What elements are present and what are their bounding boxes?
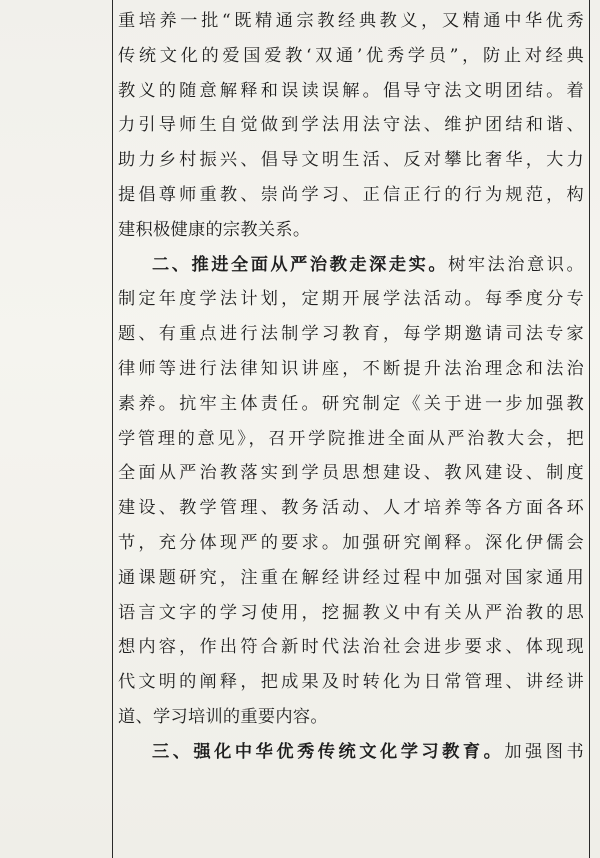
body-text: 建积极健康的宗教关系。	[118, 219, 311, 240]
text-line	[118, 143, 584, 178]
table-border-right	[589, 0, 590, 858]
body-text: 语言文字的学习使用，挖掘教义中有关从严治教的思	[118, 602, 584, 623]
body-text: 素养。抗牢主体责任。研究制定《关于进一步加强教	[118, 393, 584, 414]
text-line	[118, 630, 584, 665]
text-line	[118, 526, 584, 561]
body-text: 节，充分体现严的要求。加强研究阐释。深化伊儒会	[118, 532, 584, 553]
section-heading-line	[118, 248, 584, 283]
body-text: 想内容，作出符合新时代法治社会进步要求、体现现	[118, 637, 584, 658]
body-text: 提倡尊师重教、崇尚学习、正信正行的行为规范，构	[118, 184, 584, 205]
text-line	[118, 387, 584, 422]
bold-heading-text: 二、推进全面从严治教走深走实。	[152, 254, 449, 275]
body-text: 树牢法治意识。	[448, 254, 584, 275]
body-text: 建设、教学管理、教务活动、人才培养等各方面各环	[118, 498, 584, 519]
document-body	[118, 4, 584, 770]
text-line	[118, 74, 584, 109]
text-line	[118, 39, 584, 74]
text-line	[118, 282, 584, 317]
text-line	[118, 422, 584, 457]
text-line	[118, 213, 584, 248]
body-text: 题、有重点进行法制学习教育，每学期邀请司法专家	[118, 324, 584, 345]
body-text: 加强图书	[504, 741, 584, 762]
body-text: 律师等进行法律知识讲座，不断提升法治理念和法治	[118, 358, 584, 379]
text-line	[118, 178, 584, 213]
text-line	[118, 665, 584, 700]
text-line	[118, 596, 584, 631]
text-line	[118, 456, 584, 491]
body-text: 学管理的意见》，召开学院推进全面从严治教大会，把	[118, 428, 584, 449]
body-text: 制定年度学法计划，定期开展学法活动。每季度分专	[118, 289, 584, 310]
body-text: 代文明的阐释，把成果及时转化为日常管理、讲经讲	[118, 672, 584, 693]
text-line	[118, 4, 584, 39]
body-text: 教义的随意解释和误读误解。倡导守法文明团结。着	[118, 80, 584, 101]
table-border-left	[112, 0, 113, 858]
body-text: 助力乡村振兴、倡导文明生活、反对攀比奢华，大力	[118, 150, 584, 171]
body-text: 重培养一批“既精通宗教经典教义，又精通中华优秀	[118, 11, 584, 31]
section-heading-line	[118, 735, 584, 770]
text-line	[118, 108, 584, 143]
text-line	[118, 491, 584, 526]
body-text: 力引导师生自觉做到学法用法守法、维护团结和谐、	[118, 115, 584, 136]
body-text: 传统文化的爱国爱教‘双通’优秀学员”，防止对经典	[118, 45, 584, 66]
text-line	[118, 317, 584, 352]
text-line	[118, 700, 584, 735]
body-text: 道、学习培训的重要内容。	[118, 706, 328, 727]
bold-heading-text: 三、强化中华优秀传统文化学习教育。	[152, 741, 505, 762]
body-text: 全面从严治教落实到学员思想建设、教风建设、制度	[118, 463, 584, 484]
text-line	[118, 561, 584, 596]
body-text: 通课题研究，注重在解经讲经过程中加强对国家通用	[118, 567, 584, 588]
text-line	[118, 352, 584, 387]
